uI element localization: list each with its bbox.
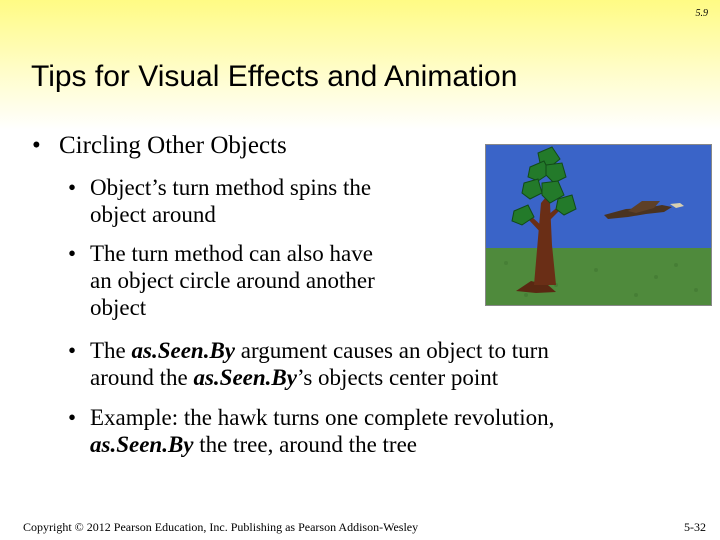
sub-bullet-4-post: the tree, around the tree [193, 432, 417, 457]
scene-illustration [486, 145, 711, 305]
bullet-dot: • [68, 405, 77, 430]
sub-bullet-3-pre: The [90, 338, 132, 363]
footer-copyright: Copyright © 2012 Pearson Education, Inc. Publishing as Pearson Addison-Wesley [23, 520, 419, 534]
tree-and-hawk-scene-image [485, 144, 712, 306]
sub-bullet-2-line-3: object [90, 295, 147, 320]
sub-bullet-3-line-2-term: as.Seen.By [193, 365, 297, 390]
ground [486, 248, 711, 305]
sub-bullet-3-line-2-pre: around the [90, 365, 194, 390]
sub-bullet-4-line-1: Example: the hawk turns one complete revolution, [90, 405, 555, 430]
sub-bullet-3-post: argument causes an object to turn [235, 338, 549, 363]
sub-bullet-2-line-2: an object circle around another [90, 268, 375, 293]
sub-bullet-3-term: as.Seen.By [131, 338, 236, 363]
sub-bullet-4-text [90, 404, 554, 458]
bullet-dot: • [68, 241, 77, 266]
main-bullet-text: Circling Other Objects [59, 132, 287, 159]
sub-bullet-3-text [90, 337, 549, 391]
sub-bullet-3-line-2-post: ’s objects center point [296, 365, 499, 390]
slide-title: Tips for Visual Effects and Animation [31, 60, 518, 93]
bullet-dot: • [68, 338, 77, 363]
bullet-dot: • [68, 175, 77, 200]
footer-page-number: 5-32 [684, 520, 706, 534]
sub-bullet-2-text [90, 240, 375, 321]
bullet-dot: • [32, 132, 41, 159]
sky [486, 145, 711, 248]
sub-bullet-2-line-1: The turn method can also have [90, 241, 373, 266]
sub-bullet-1-line-1: Object’s turn method spins the [90, 175, 372, 200]
slide-number: 5.9 [695, 8, 708, 19]
sub-bullet-4-term: as.Seen.By [90, 432, 194, 457]
sub-bullet-1-text [90, 174, 371, 228]
sub-bullet-1-line-2: object around [90, 202, 216, 227]
